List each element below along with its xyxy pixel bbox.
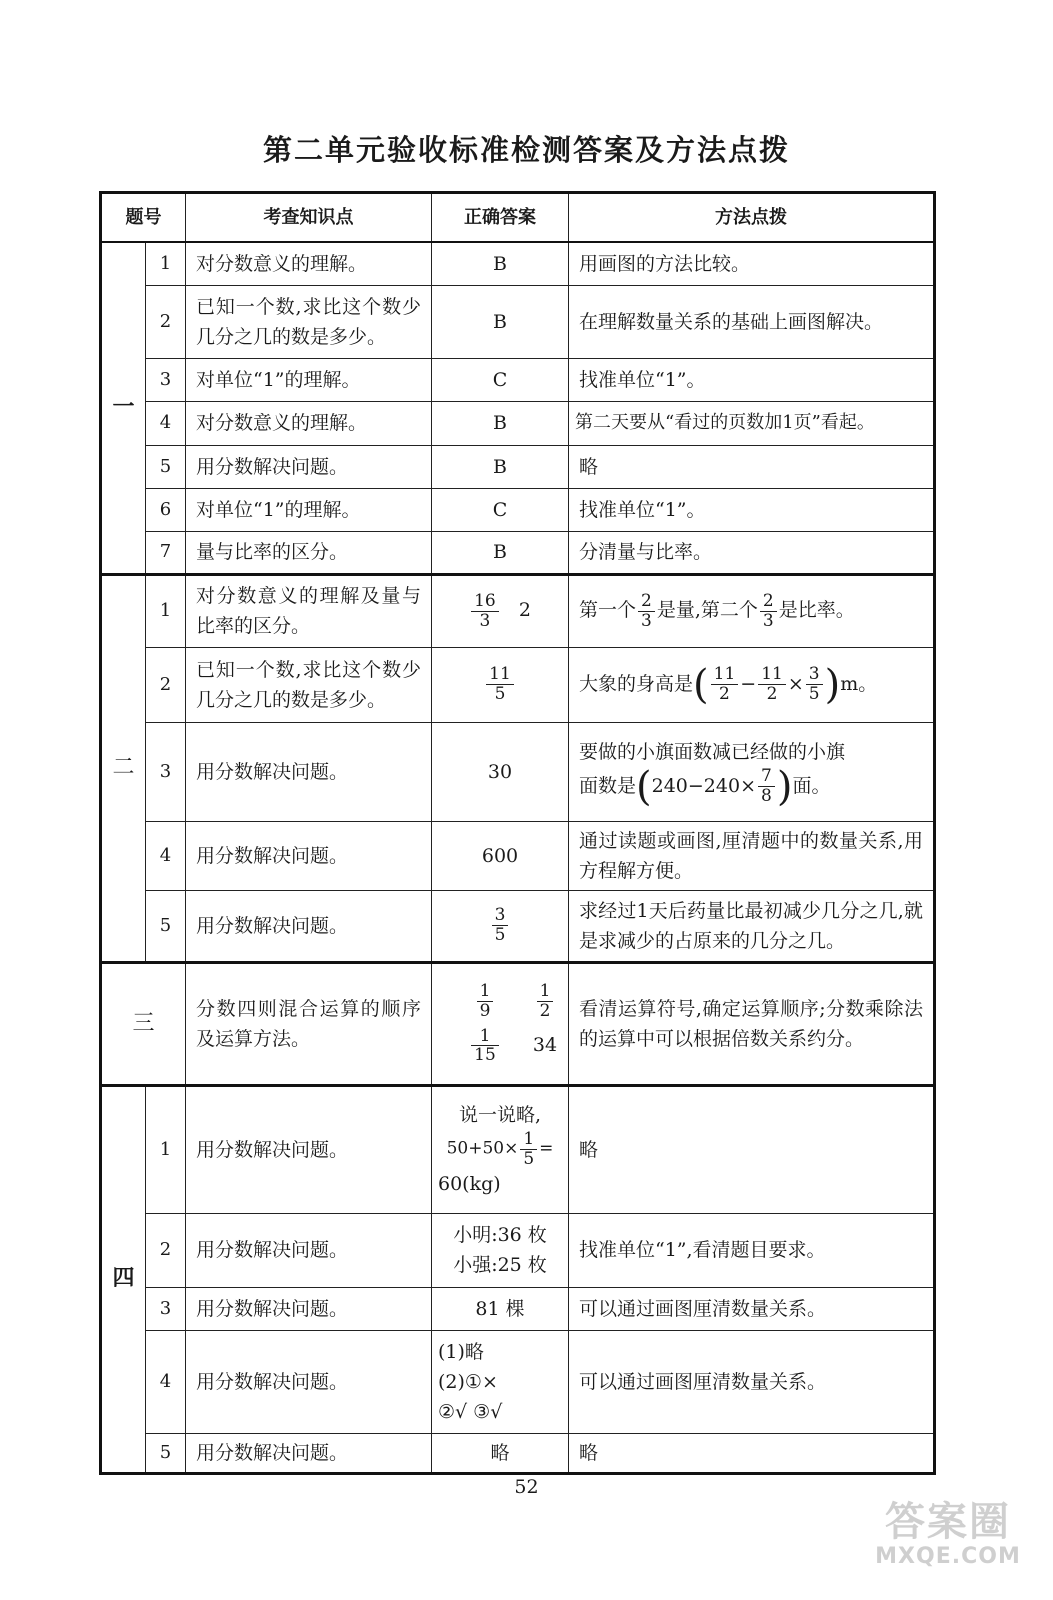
knowledge-cell: 对分数意义的理解及量与比率的区分。	[186, 574, 432, 647]
header-question-number: 题号	[101, 193, 186, 243]
answer-cell: $\frac{1}{9}$ $\frac{1}{2}$ $\frac{1}{15}$ 34	[432, 962, 569, 1085]
method-cell: 大象的身高是( $\frac{11}{2}$ − $\frac{11}{2}$ × $\frac{3}{5}$ )m。	[569, 647, 935, 722]
answer-cell: B	[432, 285, 569, 358]
table-row	[101, 1287, 935, 1330]
answer-table	[99, 191, 936, 1475]
method-fraction: $\frac{2}{3}$	[760, 592, 777, 630]
knowledge-cell: 对分数意义的理解。	[186, 401, 432, 445]
knowledge-cell: 用分数解决问题。	[186, 1287, 432, 1330]
question-number: 5	[146, 1433, 186, 1473]
method-cell: 可以通过画图厘清数量关系。	[569, 1287, 935, 1330]
method-cell: 找准单位“1”,看清题目要求。	[569, 1213, 935, 1287]
question-number: 4	[146, 401, 186, 445]
header-answer: 正确答案	[432, 193, 569, 243]
question-number: 3	[146, 358, 186, 401]
answer-cell	[432, 647, 569, 722]
knowledge-cell: 用分数解决问题。	[186, 722, 432, 821]
page-number: 52	[514, 1476, 539, 1498]
question-number: 2	[146, 647, 186, 722]
answer-cell: B	[432, 531, 569, 574]
answer-cell: 30	[432, 722, 569, 821]
table-row	[101, 531, 935, 574]
table-row	[101, 285, 935, 358]
table-row	[101, 445, 935, 488]
answer-cell	[432, 574, 569, 647]
method-cell: 第一个 $\frac{2}{3}$ 是量,第二个 $\frac{2}{3}$ 是比率。	[569, 574, 935, 647]
question-number: 3	[146, 722, 186, 821]
table-row	[101, 1330, 935, 1433]
question-number: 7	[146, 531, 186, 574]
knowledge-cell: 用分数解决问题。	[186, 1433, 432, 1473]
table-row	[101, 647, 935, 722]
question-number: 5	[146, 890, 186, 962]
answer-extra: 2	[518, 599, 531, 621]
table-row	[101, 821, 935, 890]
question-number: 4	[146, 821, 186, 890]
table-header-row	[101, 193, 935, 243]
knowledge-cell: 已知一个数,求比这个数少几分之几的数是多少。	[186, 285, 432, 358]
table-row	[101, 488, 935, 531]
table-row	[101, 722, 935, 821]
answer-cell: 小明:36 枚 小强:25 枚	[432, 1213, 569, 1287]
knowledge-cell: 用分数解决问题。	[186, 1085, 432, 1213]
section-label-1: 一	[101, 242, 146, 574]
method-cell: 略	[569, 1085, 935, 1213]
question-number: 2	[146, 285, 186, 358]
answer-fraction: $\frac{3}{5}$	[492, 906, 509, 944]
section-label-2: 二	[101, 574, 146, 962]
question-number: 1	[146, 1085, 186, 1213]
question-number: 4	[146, 1330, 186, 1433]
answer-cell: C	[432, 488, 569, 531]
method-cell: 略	[569, 445, 935, 488]
method-cell: 找准单位“1”。	[569, 488, 935, 531]
answer-cell: B	[432, 242, 569, 285]
answer-cell: B	[432, 401, 569, 445]
answer-cell: B	[432, 445, 569, 488]
table-row	[101, 358, 935, 401]
knowledge-cell: 对分数意义的理解。	[186, 242, 432, 285]
page-title: 第二单元验收标准检测答案及方法点拨	[262, 133, 790, 167]
answer-cell: 说一说略, 50+50× $\frac{1}{5}$ = 60(kg)	[432, 1085, 569, 1213]
question-number: 2	[146, 1213, 186, 1287]
table-row	[101, 242, 935, 285]
knowledge-cell: 用分数解决问题。	[186, 821, 432, 890]
method-fraction: $\frac{2}{3}$	[638, 592, 655, 630]
method-cell: 第二天要从“看过的页数加1页”看起。	[569, 401, 935, 445]
method-cell: 看清运算符号,确定运算顺序;分数乘除法的运算中可以根据倍数关系约分。	[569, 962, 935, 1085]
section-label-3: 三	[101, 962, 186, 1085]
answer-cell: 600	[432, 821, 569, 890]
table-row	[101, 401, 935, 445]
question-number: 3	[146, 1287, 186, 1330]
answer-cell: (1)略 (2)①× ②√ ③√	[432, 1330, 569, 1433]
method-cell: 在理解数量关系的基础上画图解决。	[569, 285, 935, 358]
table-row	[101, 962, 935, 1085]
knowledge-cell: 用分数解决问题。	[186, 1213, 432, 1287]
question-number: 6	[146, 488, 186, 531]
method-cell: 分清量与比率。	[569, 531, 935, 574]
header-knowledge: 考查知识点	[186, 193, 432, 243]
question-number: 1	[146, 574, 186, 647]
table-row	[101, 890, 935, 962]
knowledge-cell: 对单位“1”的理解。	[186, 488, 432, 531]
table-row	[101, 1085, 935, 1213]
method-cell: 要做的小旗面数减已经做的小旗 面数是(240−240× $\frac{7}{8}$ )面。	[569, 722, 935, 821]
table-row	[101, 1213, 935, 1287]
method-cell: 可以通过画图厘清数量关系。	[569, 1330, 935, 1433]
method-cell: 求经过1天后药量比最初减少几分之几,就是求减少的占原来的几分之几。	[569, 890, 935, 962]
method-cell: 用画图的方法比较。	[569, 242, 935, 285]
section-label-4: 四	[101, 1085, 146, 1473]
answer-cell	[432, 890, 569, 962]
knowledge-cell: 分数四则混合运算的顺序及运算方法。	[186, 962, 432, 1085]
answer-cell: 81 棵	[432, 1287, 569, 1330]
knowledge-cell: 用分数解决问题。	[186, 1330, 432, 1433]
table-row	[101, 574, 935, 647]
method-cell: 找准单位“1”。	[569, 358, 935, 401]
knowledge-cell: 用分数解决问题。	[186, 890, 432, 962]
answer-fraction: $\frac{16}{3}$	[471, 592, 499, 630]
knowledge-cell: 对单位“1”的理解。	[186, 358, 432, 401]
method-cell: 通过读题或画图,厘清题中的数量关系,用方程解方便。	[569, 821, 935, 890]
knowledge-cell: 用分数解决问题。	[186, 445, 432, 488]
knowledge-cell: 量与比率的区分。	[186, 531, 432, 574]
question-number: 1	[146, 242, 186, 285]
answer-cell: 略	[432, 1433, 569, 1473]
knowledge-cell: 已知一个数,求比这个数少几分之几的数是多少。	[186, 647, 432, 722]
question-number: 5	[146, 445, 186, 488]
method-cell: 略	[569, 1433, 935, 1473]
header-method: 方法点拨	[569, 193, 935, 243]
watermark-logo: 答案圈 MXQE.COM	[875, 1499, 1021, 1569]
answer-cell: C	[432, 358, 569, 401]
answer-fraction: $\frac{11}{5}$	[486, 665, 514, 703]
table-row	[101, 1433, 935, 1473]
